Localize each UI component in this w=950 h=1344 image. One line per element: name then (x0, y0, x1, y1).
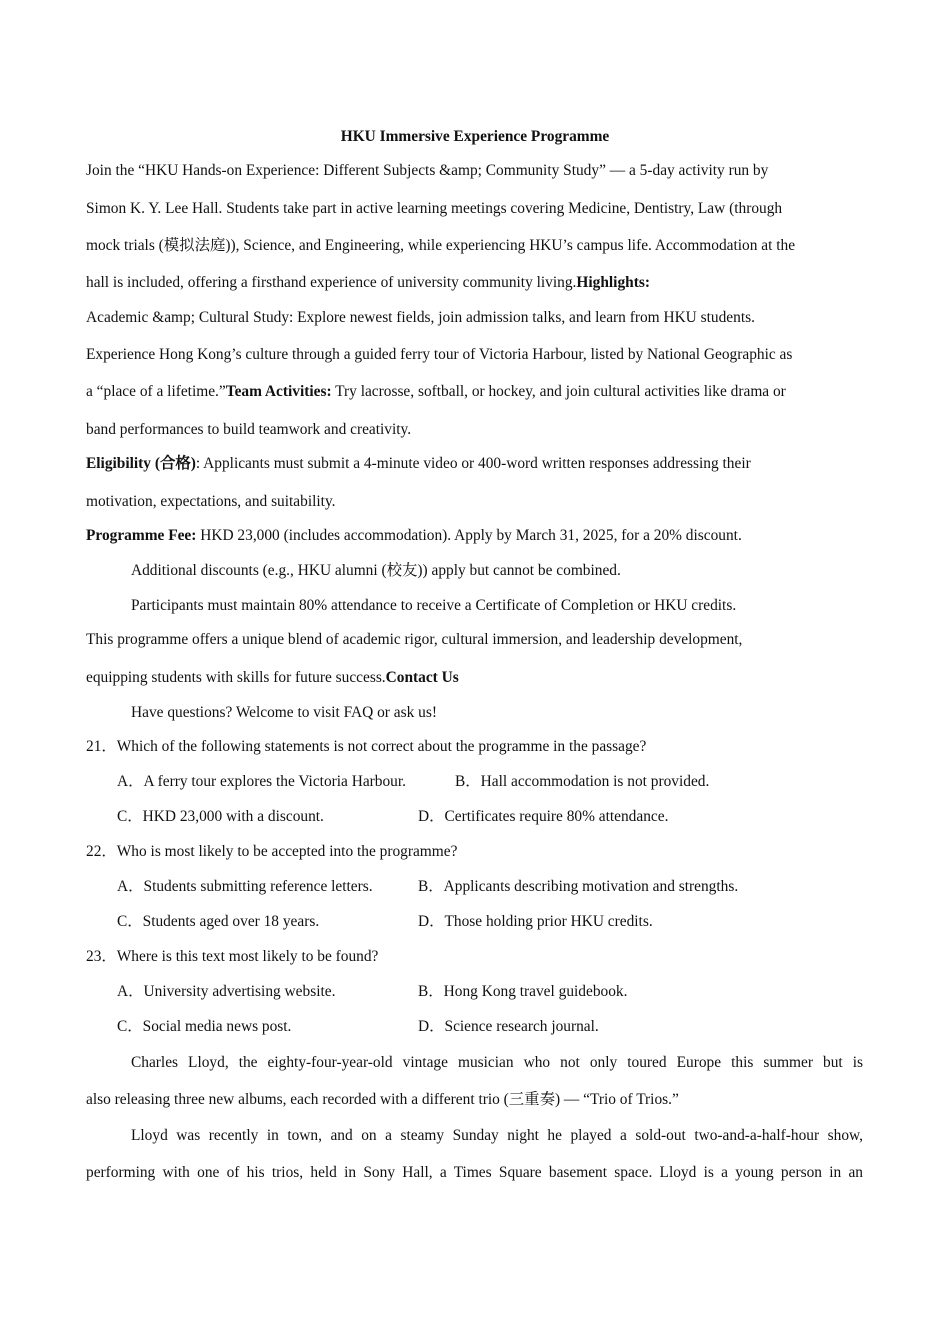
closing-line-1: This programme offers a unique blend of academic rigor, cultural immersion, and leadership development, (86, 631, 743, 648)
question-23-stem: 23．Where is this text most likely to be found? (86, 948, 379, 965)
question-21-option-a: A．A ferry tour explores the Victoria Harbour. (117, 773, 406, 790)
question-22-stem: 22．Who is most likely to be accepted into the programme? (86, 843, 458, 860)
question-21-option-c: C．HKD 23,000 with a discount. (117, 808, 324, 825)
question-21-stem: 21．Which of the following statements is not correct about the programme in the passage? (86, 738, 647, 755)
question-22-option-b: B．Applicants describing motivation and strengths. (418, 878, 739, 895)
passage-2-line-3: Lloyd was recently in town, and on a steamy Sunday night he played a sold-out two-and-a-half-hour show, (131, 1127, 863, 1144)
question-21-option-d: D．Certificates require 80% attendance. (418, 808, 669, 825)
question-23-option-a: A．University advertising website. (117, 983, 336, 1000)
academic-line-2: Experience Hong Kong’s culture through a guided ferry tour of Victoria Harbour, listed by National Geographic as (86, 346, 793, 363)
eligibility-line-1 (86, 454, 751, 474)
passage-2-line-2: also releasing three new albums, each recorded with a different trio (三重奏) — “Trio of Trios.” (86, 1091, 679, 1108)
intro-line-3: mock trials (模拟法庭)), Science, and Engineering, while experiencing HKU’s campus life. Accommodation at the (86, 237, 796, 254)
academic-line-3 (86, 382, 786, 402)
eligibility-line-2: motivation, expectations, and suitability. (86, 493, 336, 510)
eligibility-line-1-text: : Applicants must submit a 4-minute video or 400-word written responses addressing their (195, 455, 751, 472)
closing-line-2 (86, 668, 459, 688)
contact-us-heading: Contact Us (385, 669, 459, 686)
question-23-option-c: C．Social media news post. (117, 1018, 292, 1035)
fee-heading: Programme Fee: (86, 527, 197, 544)
passage-2-line-4: performing with one of his trios, held in Sony Hall, a Times Square basement space. Lloyd is a young person in an (86, 1164, 863, 1181)
team-activities-heading: Team Activities: (225, 383, 332, 400)
fee-line-1-text: HKD 23,000 (includes accommodation). Apply by March 31, 2025, for a 20% discount. (196, 527, 742, 544)
question-22-option-d: D．Those holding prior HKU credits. (418, 913, 653, 930)
closing-line-3: Have questions? Welcome to visit FAQ or ask us! (131, 704, 437, 721)
passage-2-line-1: Charles Lloyd, the eighty-four-year-old vintage musician who not only toured Europe this summer but is (131, 1054, 863, 1071)
intro-line-2: Simon K. Y. Lee Hall. Students take part in active learning meetings covering Medicine, Dentistry, Law (through (86, 200, 783, 217)
question-22-option-a: A．Students submitting reference letters. (117, 878, 373, 895)
academic-line-3-text: a “place of a lifetime.” (86, 383, 226, 400)
highlights-heading: Highlights: (576, 274, 650, 291)
question-22-option-c: C．Students aged over 18 years. (117, 913, 320, 930)
intro-line-4 (86, 273, 650, 293)
academic-line-4: band performances to build teamwork and creativity. (86, 421, 412, 438)
fee-line-1 (86, 526, 742, 546)
question-23-option-b: B．Hong Kong travel guidebook. (418, 983, 628, 1000)
intro-line-4-text: hall is included, offering a firsthand experience of university community living. (86, 274, 577, 291)
closing-line-2-text: equipping students with skills for future success. (86, 669, 386, 686)
fee-line-2: Additional discounts (e.g., HKU alumni (校友)) apply but cannot be combined. (131, 562, 621, 579)
eligibility-heading: Eligibility (合格) (86, 455, 196, 472)
intro-line-1: Join the “HKU Hands-on Experience: Different Subjects &amp; Community Study” — a 5-day activity run by (86, 162, 769, 179)
page-title: HKU Immersive Experience Programme (340, 128, 610, 145)
fee-line-3: Participants must maintain 80% attendance to receive a Certificate of Completion or HKU credits. (131, 597, 737, 614)
academic-line-1: Academic &amp; Cultural Study: Explore newest fields, join admission talks, and learn from HKU students. (86, 309, 755, 326)
question-23-option-d: D．Science research journal. (418, 1018, 599, 1035)
question-21-option-b: B．Hall accommodation is not provided. (455, 773, 710, 790)
academic-line-3-rest: Try lacrosse, softball, or hockey, and join cultural activities like drama or (331, 383, 786, 400)
